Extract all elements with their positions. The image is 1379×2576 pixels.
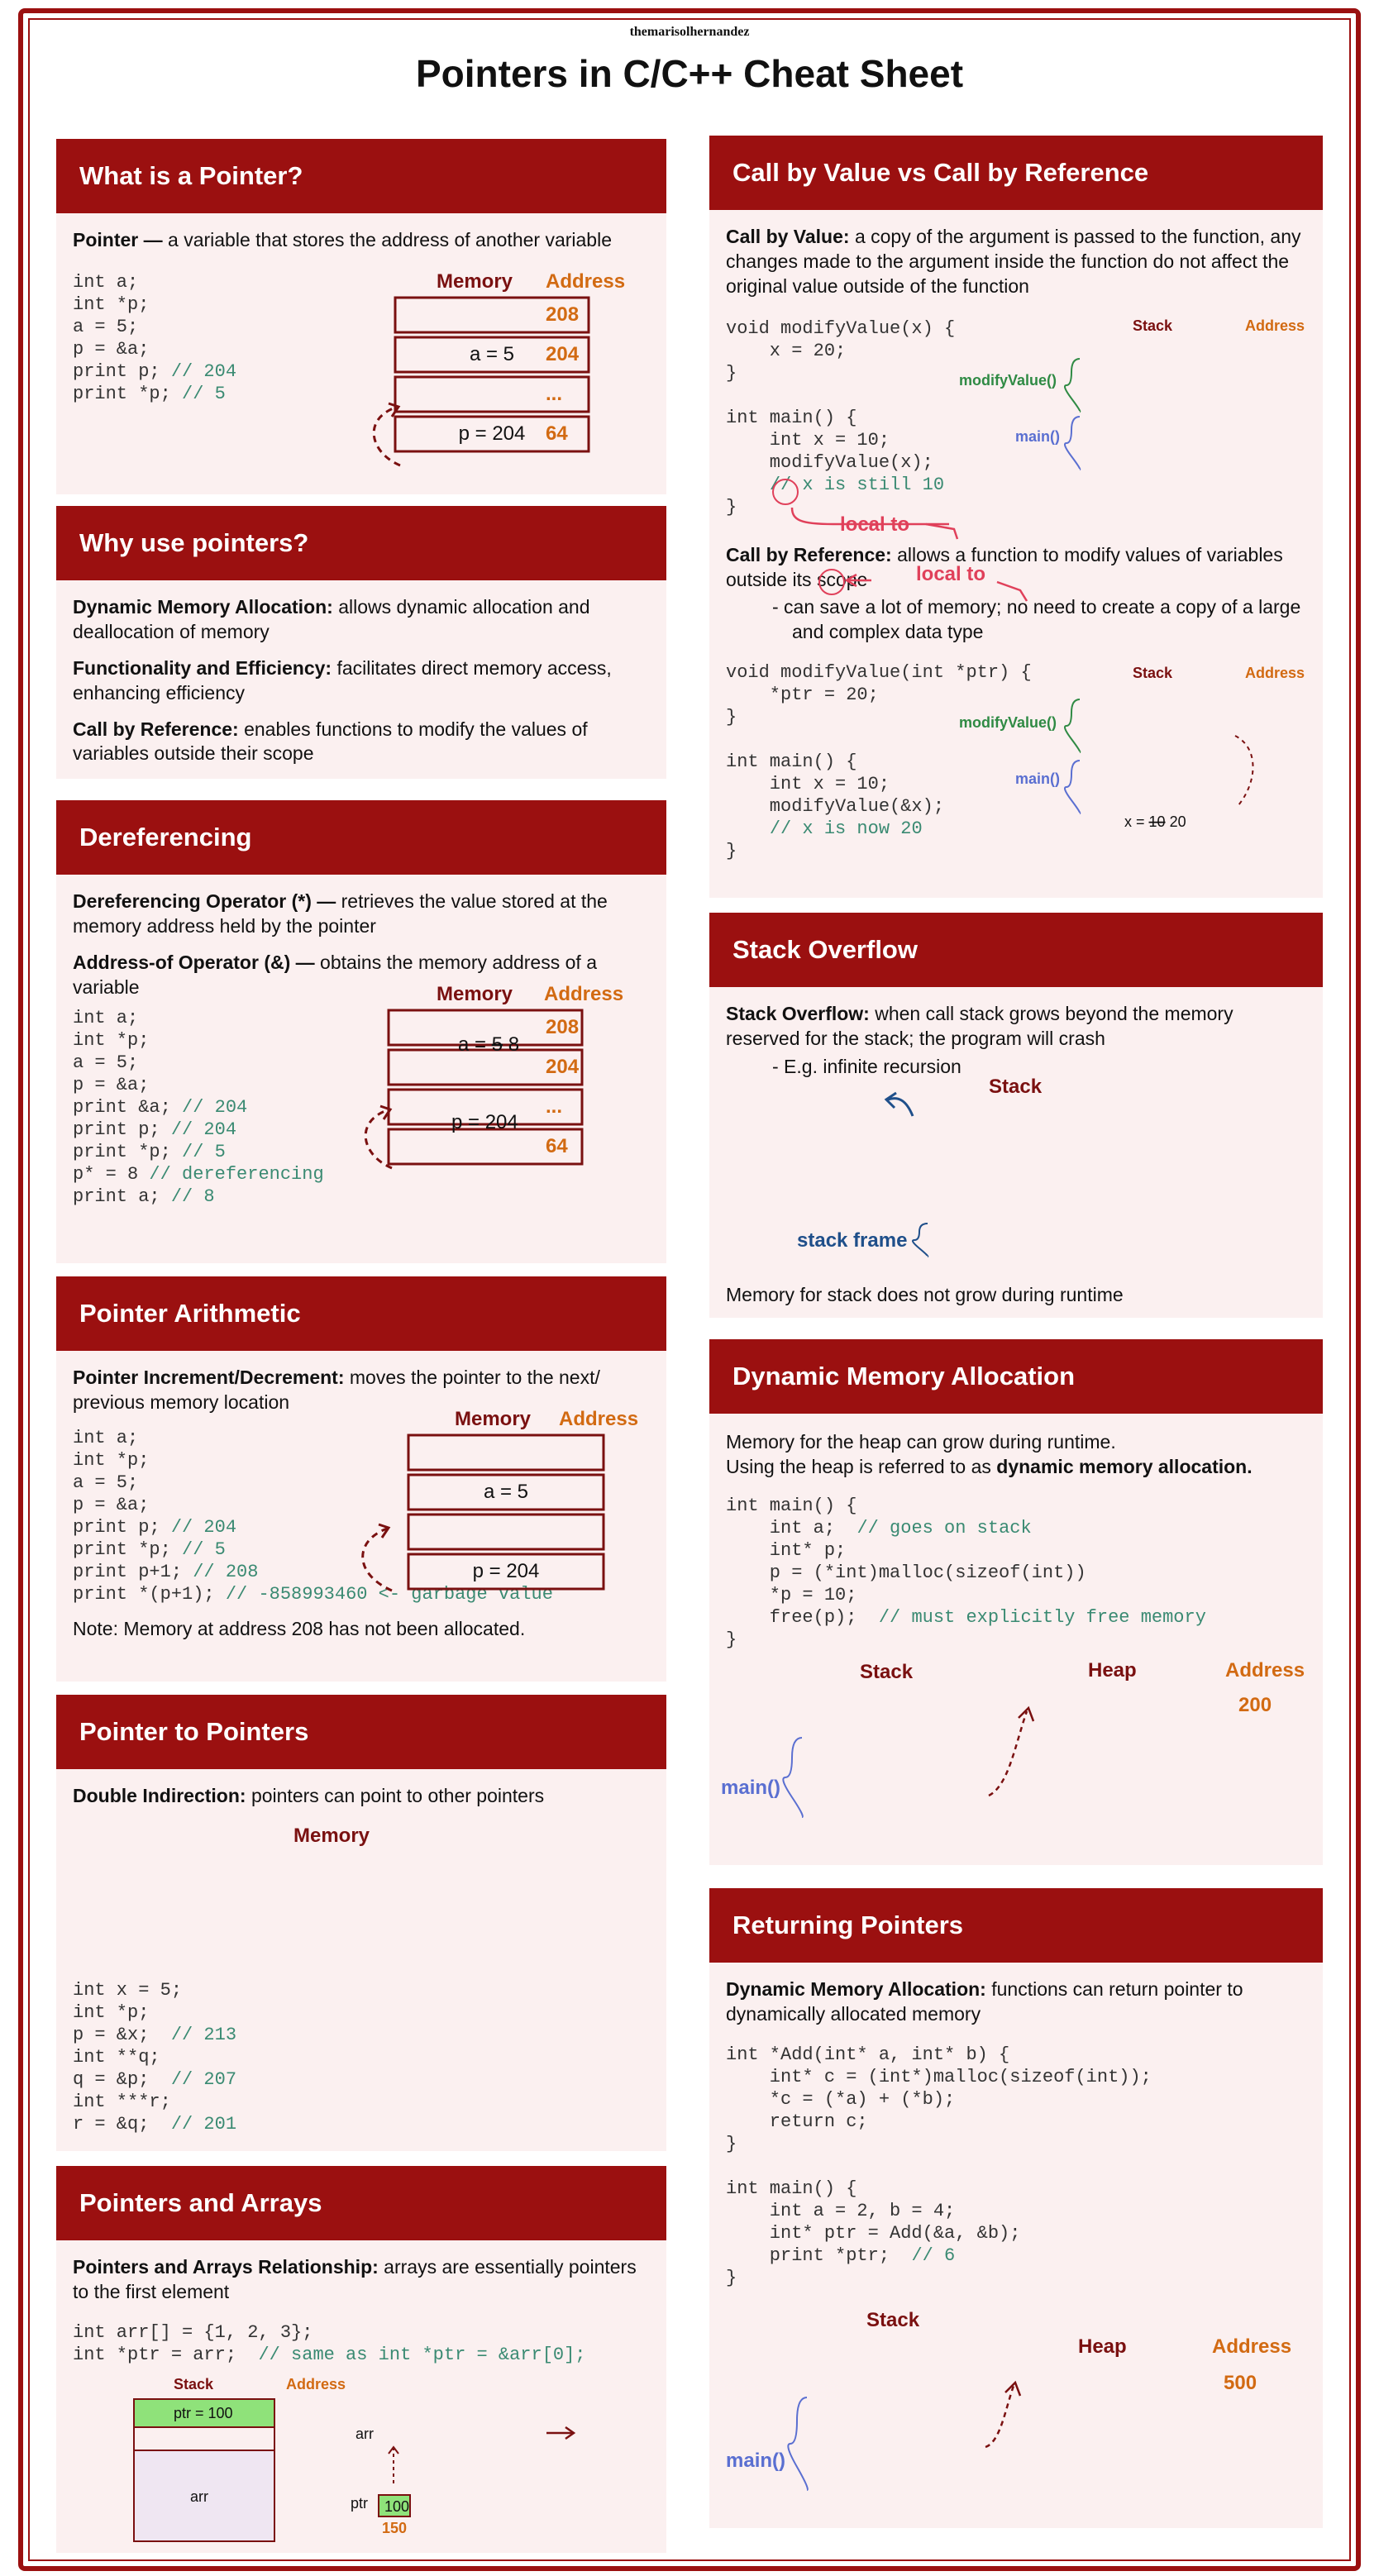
local-to-label-2: local to: [916, 563, 986, 585]
address-of-text: Address-of Operator (&) — obtains the memory address of a variable: [73, 951, 597, 998]
code-line: int *Add(int* a, int* b) {: [726, 2044, 1010, 2065]
memory-cell: [408, 1515, 604, 1549]
overflow-text: Stack Overflow: when call stack grows beyond the memory reserved for the stack; the program will crash: [726, 1003, 1233, 1049]
author-handle: themarisolhernandez: [629, 25, 750, 39]
card-dynamic-memory: [709, 1339, 1323, 1865]
code-line: int* ptr = Add(&a, &b);: [726, 2222, 1021, 2244]
call-by-reference-text: Call by Reference: allows a function to modify values of variables outside its scope: [726, 543, 1283, 590]
code-line: a = 5;: [73, 1472, 139, 1493]
code-line: *p = 10;: [726, 1584, 857, 1605]
heap-address: 200: [1238, 1694, 1272, 1716]
ptr-address: 150: [382, 2520, 408, 2536]
stack-frame-label: stack frame: [797, 1229, 908, 1252]
memory-strip-diagram: [56, 1819, 666, 1984]
card-dereferencing: [56, 800, 666, 1263]
arith-note: Note: Memory at address 208 has not been allocated.: [73, 1617, 526, 1639]
code-line: p = &a;: [73, 338, 150, 360]
memory-cell-value: a = 5: [469, 343, 515, 365]
stack-label: Stack: [174, 2376, 214, 2392]
memory-cell: [408, 1435, 604, 1470]
code-line: void modifyValue(x) {: [726, 317, 956, 339]
cell-a: a = 5 8: [458, 1033, 520, 1056]
code-block: [726, 1495, 1306, 1651]
code-line: // x is now 20: [769, 818, 923, 840]
card-header: Dereferencing: [56, 800, 666, 875]
call-stack-diagram: [709, 1075, 1323, 1265]
card-header: Pointer to Pointers: [56, 1695, 666, 1769]
code-line: int x = 5;: [73, 1980, 183, 2001]
local-to-label-1: local to: [840, 513, 910, 536]
address-value: 204: [546, 343, 580, 365]
code-line: int main() {: [726, 751, 857, 773]
code-line: void modifyValue(int *ptr) {: [726, 662, 1032, 684]
code-line: int a = 2, b = 4;: [726, 2200, 956, 2221]
arr-cell: arr: [190, 2488, 208, 2505]
code-line: }: [726, 841, 737, 862]
address-label: Address: [1225, 1659, 1305, 1682]
address-value: 208: [546, 1016, 580, 1038]
main-frame-label: main(): [1015, 428, 1060, 445]
code-line: }: [726, 362, 737, 384]
address-value: 204: [546, 1056, 580, 1078]
code-line: free(p); // must explicitly free memory: [726, 1606, 1206, 1628]
address-value: 64: [546, 1135, 568, 1157]
code-line: int main() {: [726, 1495, 857, 1516]
address-value: 64: [546, 422, 568, 445]
code-line: p* = 8 // dereferencing: [73, 1163, 324, 1185]
code-line: int a;: [73, 1007, 139, 1028]
card-header: Stack Overflow: [709, 913, 1323, 987]
stack-label: Stack: [866, 2309, 920, 2331]
memory-label: Memory: [293, 1825, 370, 1847]
code-line: print p; // 204: [73, 360, 237, 382]
address-label: Address: [559, 1408, 639, 1430]
code-line: int* p;: [726, 1539, 847, 1561]
stack-heap-diagram: [709, 2302, 1323, 2516]
card-header: Returning Pointers: [709, 1888, 1323, 1963]
code-line: modifyValue(&x);: [726, 796, 945, 818]
why-item: Call by Reference: enables functions to modify the values of variables outside their scope: [73, 718, 588, 765]
address-value: 208: [546, 303, 580, 326]
heap-label: Heap: [1088, 1659, 1137, 1682]
code-line: int x = 10;: [726, 774, 890, 795]
code-line: p = &a;: [73, 1494, 150, 1515]
increment-text: Pointer Increment/Decrement: moves the pointer to the next/ previous memory location: [73, 1367, 600, 1413]
modify-frame-label: modifyValue(): [959, 372, 1057, 389]
cell-p: p = 204: [451, 1111, 518, 1133]
dynamic-alloc-text: Using the heap is referred to as dynamic memory allocation.: [726, 1455, 1253, 1477]
card-pointer-arithmetic: [56, 1276, 666, 1682]
code-line: print p; // 204: [73, 1516, 237, 1538]
code-line: int *p;: [73, 2002, 150, 2023]
card-header: What is a Pointer?: [56, 139, 666, 213]
code-line: // x is still 10: [769, 474, 945, 495]
memory-diagram: [337, 1400, 660, 1599]
card-header: Why use pointers?: [56, 506, 666, 580]
card-returning-pointers: [709, 1888, 1323, 2528]
arr-label: arr: [355, 2426, 374, 2442]
double-indirection-text: Double Indirection: pointers can point to other pointers: [73, 1785, 545, 1806]
address-label: Address: [544, 983, 624, 1005]
code-line: a = 5;: [73, 1052, 139, 1073]
code-line: }: [726, 1629, 737, 1650]
code-line: p = &x; // 213: [73, 2025, 237, 2045]
memory-cell-value: p = 204: [472, 1560, 540, 1582]
address-label: Address: [1245, 317, 1305, 334]
overflow-note: Memory for stack does not grow during runtime: [726, 1284, 1124, 1305]
code-line: int **q;: [73, 2047, 160, 2068]
array-diagram: [56, 2373, 666, 2553]
overflow-example: - E.g. infinite recursion: [772, 1055, 961, 1077]
code-block: [73, 1979, 236, 2135]
code-line: p = (*int)malloc(sizeof(int)): [726, 1562, 1086, 1583]
why-item: Dynamic Memory Allocation: allows dynamic allocation and deallocation of memory: [73, 596, 590, 642]
stack-label: Stack: [860, 1661, 914, 1683]
main-frame-label: main(): [1015, 770, 1060, 787]
code-line: print &a; // 204: [73, 1096, 248, 1118]
code-line: }: [726, 707, 737, 728]
ptr-label: ptr: [351, 2495, 369, 2512]
code-line: int x = 10;: [726, 429, 890, 451]
heap-address: 500: [1224, 2372, 1257, 2394]
code-line: p = &a;: [73, 1074, 150, 1095]
code-line: }: [726, 2267, 737, 2288]
address-value: ...: [546, 1095, 563, 1118]
memory-diagram: [321, 974, 651, 1189]
code-line: int *p;: [73, 1029, 150, 1051]
code-block: [726, 2044, 1306, 2289]
code-line: print p; // 204: [73, 1119, 237, 1140]
call-by-value-text: Call by Value: a copy of the argument is passed to the function, any changes made to the argument inside the function do not affect the original value outside of the function: [726, 226, 1301, 297]
deref-operator-text: Dereferencing Operator (*) — retrieves the value stored at the memory address held by the pointer: [73, 890, 608, 937]
code-line: print *p; // 5: [73, 1538, 226, 1560]
code-line: *c = (*a) + (*b);: [726, 2088, 956, 2110]
card-what-is-pointer: [56, 139, 666, 494]
code-line: int *p;: [73, 1449, 150, 1471]
stack-heap-diagram: [709, 1653, 1323, 1852]
memory-label: Memory: [437, 270, 513, 293]
stack-label: Stack: [1133, 317, 1173, 334]
card-header: Pointer Arithmetic: [56, 1276, 666, 1351]
address-label: Address: [546, 270, 626, 293]
code-line: int main() {: [726, 2178, 857, 2199]
code-line: int *ptr = arr; // same as int *ptr = &arr[0];: [73, 2344, 586, 2365]
stack-label: Stack: [989, 1076, 1043, 1098]
code-line: print *(p+1); // -858993460 <- garbage value: [73, 1583, 553, 1605]
card-call-by: [709, 136, 1323, 898]
memory-diagram: [329, 255, 660, 494]
page-title: Pointers in C/C++ Cheat Sheet: [415, 52, 964, 95]
address-label: Address: [1245, 665, 1305, 681]
address-label: Address: [286, 2376, 346, 2392]
card-header: Dynamic Memory Allocation: [709, 1339, 1323, 1414]
address-label: Address: [1212, 2335, 1292, 2358]
memory-cell-value: a = 5: [483, 1481, 529, 1503]
returning-text: Dynamic Memory Allocation: functions can return pointer to dynamically allocated memory: [726, 1978, 1243, 2025]
code-line: *ptr = 20;: [726, 685, 879, 706]
why-item: Functionality and Efficiency: facilitates direct memory access, enhancing efficiency: [73, 656, 612, 704]
ptr-cell: ptr = 100: [174, 2405, 233, 2421]
pointer-definition: Pointer — a variable that stores the address of another variable: [73, 229, 612, 250]
code-line: int arr[] = {1, 2, 3};: [73, 2321, 313, 2343]
code-line: }: [726, 496, 737, 518]
main-frame-label: main(): [721, 1777, 780, 1799]
code-line: int main() {: [726, 407, 857, 428]
code-line: q = &p; // 207: [73, 2069, 237, 2090]
card-header: Pointers and Arrays: [56, 2166, 666, 2240]
card-why-pointers: [56, 506, 666, 779]
code-line: [726, 2155, 1306, 2178]
code-line: r = &q; // 201: [73, 2114, 237, 2135]
code-line: print *p; // 5: [73, 383, 226, 404]
arrays-relationship-text: Pointers and Arrays Relationship: arrays are essentially pointers to the first element: [73, 2256, 637, 2302]
code-line: a = 5;: [73, 316, 139, 337]
code-line: int *p;: [73, 293, 150, 315]
code-line: print a; // 8: [73, 1185, 215, 1207]
reference-subpoint: - can save a lot of memory; no need to create a copy of a large and complex data type: [772, 596, 1301, 643]
code-line: int a;: [73, 1427, 139, 1448]
x-cell: x = 10 20: [1124, 813, 1186, 830]
main-frame-label: main(): [726, 2450, 785, 2472]
code-line: print *p; // 5: [73, 1141, 226, 1162]
stack-label: Stack: [1133, 665, 1173, 681]
code-block: [73, 2321, 650, 2366]
code-line: print *ptr; // 6: [726, 2244, 956, 2266]
card-pointer-to-pointers: [56, 1695, 666, 2151]
card-pointers-arrays: [56, 2166, 666, 2553]
modify-frame-label: modifyValue(): [959, 714, 1057, 731]
memory-label: Memory: [455, 1408, 532, 1430]
code-line: int a;: [73, 271, 139, 293]
address-value: ...: [546, 383, 563, 405]
memory-cell-value: p = 204: [458, 422, 526, 445]
code-line: int a; // goes on stack: [726, 1517, 1032, 1538]
code-line: }: [726, 2133, 737, 2154]
code-line: modifyValue(x);: [726, 451, 933, 473]
heap-label: Heap: [1078, 2335, 1127, 2358]
code-line: int ***r;: [73, 2092, 171, 2112]
code-line: x = 20;: [726, 340, 847, 361]
code-line: int* c = (int*)malloc(sizeof(int));: [726, 2066, 1152, 2087]
card-header: Call by Value vs Call by Reference: [709, 136, 1323, 210]
memory-label: Memory: [437, 983, 513, 1005]
code-line: return c;: [726, 2111, 868, 2132]
code-line: print p+1; // 208: [73, 1561, 259, 1582]
ptr-value: 100: [384, 2498, 410, 2515]
card-stack-overflow: [709, 913, 1323, 1318]
heap-grows-text: Memory for the heap can grow during runtime.: [726, 1431, 1116, 1453]
